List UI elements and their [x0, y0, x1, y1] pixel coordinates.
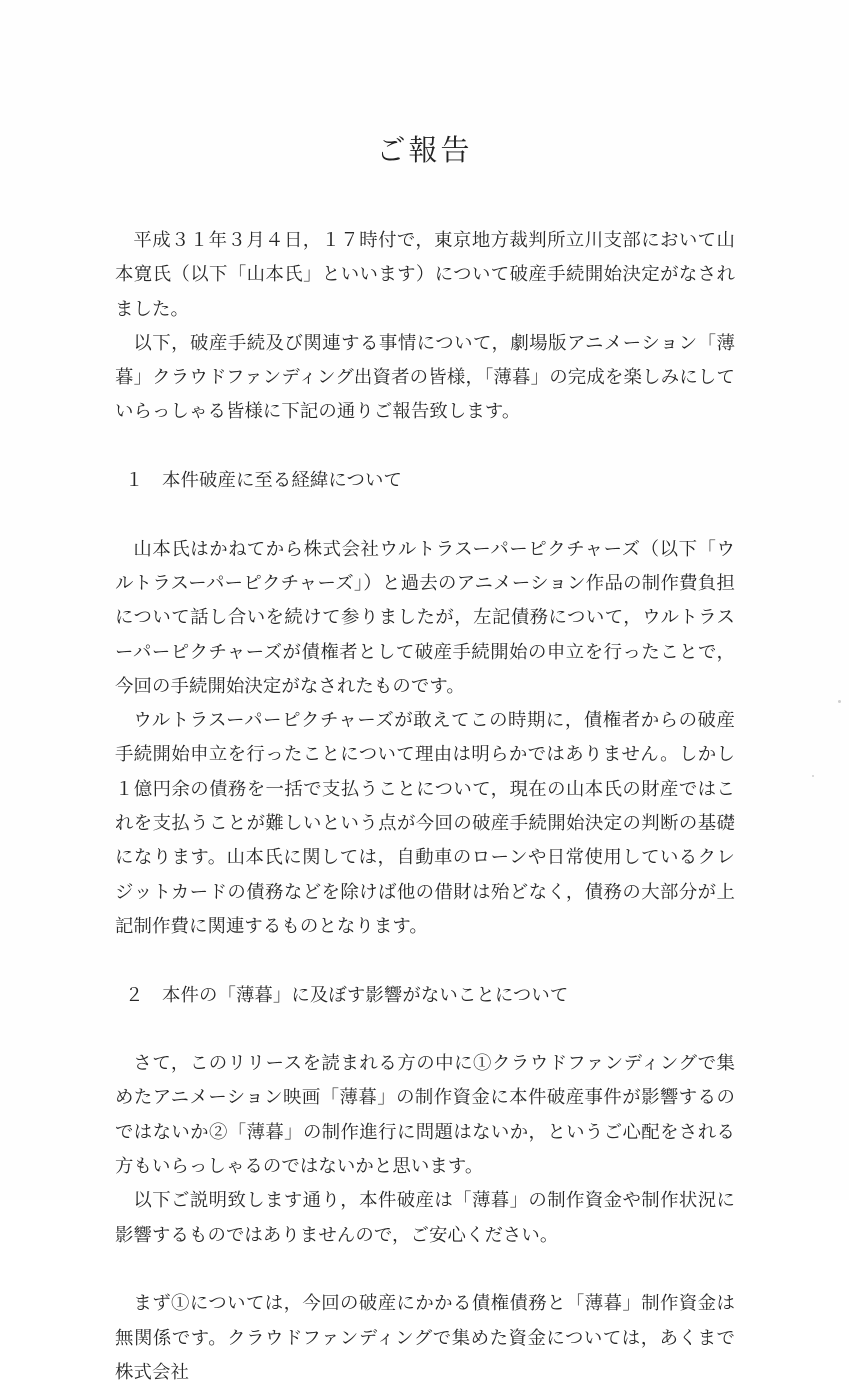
intro-paragraph-1: 平成３１年３月４日，１７時付で，東京地方裁判所立川支部において山本寛氏（以下「山本氏」といいます）について破産手続開始決定がなされました。 — [115, 230, 735, 320]
spacer — [115, 498, 735, 532]
document-body — [115, 224, 735, 1390]
document-title: ご報告 — [376, 133, 473, 167]
spacer — [115, 944, 735, 978]
section-2-paragraph-2: 以下ご説明致します通り，本件破産は「薄暮」の制作資金や制作状況に影響するものではありませんので，ご安心ください。 — [115, 1190, 735, 1246]
spacer — [115, 430, 735, 464]
closing-paragraph: まず①については，今回の破産にかかる債権債務と「薄暮」制作資金は無関係です。クラウドファンディングで集めた資金については，あくまで株式会社 — [115, 1293, 735, 1383]
intro-paragraph-2: 以下，破産手続及び関連する事情について，劇場版アニメーション「薄暮」クラウドファンディング出資者の皆様，「薄暮」の完成を楽しみにしていらっしゃる皆様に下記の通りご報告致します。 — [115, 332, 735, 423]
section-1-paragraph-2: ウルトラスーパーピクチャーズが敢えてこの時期に，債権者からの破産手続開始申立を行ったことについて理由は明らかではありません。しかし１億円余の債務を一括で支払うことについて，現在の山本氏の財産ではこれを支払うことが難しいという点が今回の破産手続開始決定の判断の基礎になります。山本氏に関しては，自動車のローンや日常使用しているクレジットカードの債務などを除けば他の借財は殆どなく，債務の大部分が上記制作費に関連するものとなります。 — [115, 710, 735, 937]
section-1-heading: １ 本件破産に至る経緯について — [125, 470, 402, 492]
section-2-paragraph-1: さて，このリリースを読まれる方の中に①クラウドファンディングで集めたアニメーション映画「薄暮」の制作資金に本件破産事件が影響するのではないか②「薄暮」の制作進行に問題はないか，というご心配をされる方もいらっしゃるのではないかと思います。 — [115, 1053, 735, 1178]
scan-speck — [838, 700, 841, 703]
section-2-heading: ２ 本件の「薄暮」に及ぼす影響がないことについて — [125, 984, 569, 1006]
spacer — [115, 1013, 735, 1047]
scan-speck — [812, 775, 814, 777]
section-1-paragraph-1: 山本氏はかねてから株式会社ウルトラスーパーピクチャーズ（以下「ウルトラスーパーピクチャーズ」）と過去のアニメーション作品の制作費負担について話し合いを続けて参りましたが，左記債務について，ウルトラスーパーピクチャーズが債権者として破産手続開始の申立を行ったことで，今回の手続開始決定がなされたものです。 — [115, 538, 735, 697]
spacer — [115, 1253, 735, 1287]
